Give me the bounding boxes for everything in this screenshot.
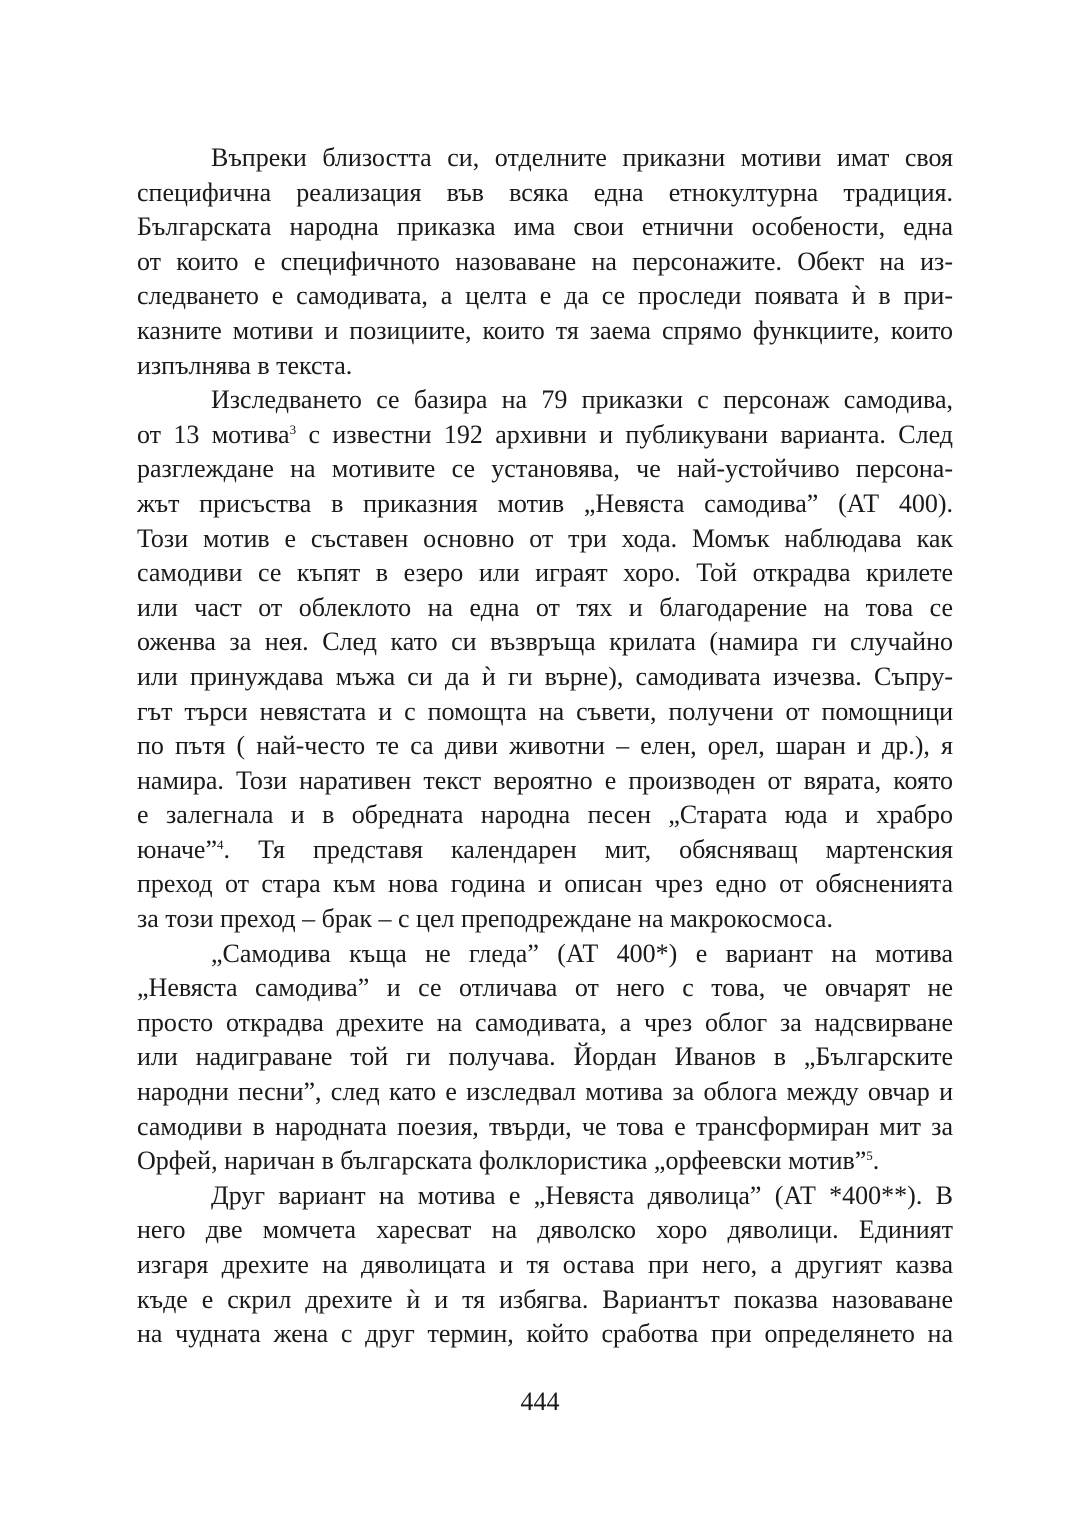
text-line: изгаря дрехите на дяволицата и тя остава при него, а другият казва [137, 1250, 953, 1279]
text-line: казните мотиви и позициите, които тя заема спрямо функциите, които [137, 315, 953, 345]
page-number: 444 [520, 1387, 560, 1416]
footnote-ref-5: 5 [866, 1148, 873, 1164]
text-line: за този преход – брак – с цел преподреждане на макрокосмоса. [137, 904, 833, 934]
text-line: намира. Този наративен текст вероятно е производен от вярата, която [137, 765, 953, 795]
text-line: следването е самодивата, а целта е да се проследи появата ѝ в при- [137, 281, 953, 311]
text-line: гът търси невястата и с помощта на съвети, получени от помощници [137, 696, 953, 726]
text-line: или надиграване той ги получава. Йордан Иванов в „Българските [137, 1042, 953, 1072]
text-line-with-footnote [137, 1144, 953, 1179]
paragraph-3 [137, 937, 953, 1179]
text-fragment: с известни 192 архивни и публикувани варианта. След [308, 419, 954, 449]
text-line: оженва за нея. След като си възвръща крилата (намира ги случайно [137, 627, 953, 657]
text-line: изпълнява в текста. [137, 350, 353, 380]
text-line: „Невяста самодива” и се отличава от него с това, че овчарят не [137, 973, 953, 1003]
text-line: Българската народна приказка има свои етнични особености, една [137, 212, 953, 242]
text-line: или принуждава мъжа си да ѝ ги върне), самодивата изчезва. Съпру- [137, 661, 953, 691]
text-line: самодиви в народната поезия, твърди, че това е трансформиран мит за [137, 1111, 953, 1141]
text-line: на чудната жена с друг термин, който сработва при определянето на [137, 1319, 953, 1349]
text-line: Въпреки близостта си, отделните приказни мотиви имат своя [211, 143, 953, 172]
text-line-with-footnote [137, 418, 953, 453]
text-line: Този мотив е съставен основно от три хода. Момък наблюдава как [137, 523, 953, 553]
footnote-ref-4: 4 [217, 836, 224, 852]
paragraph-2 [137, 383, 953, 937]
text-line: Друг вариант на мотива е „Невяста дяволица” (АТ *400**). В [211, 1180, 953, 1210]
text-fragment: . Тя представя календарен мит, обясняващ мартенския [223, 834, 953, 864]
text-line-with-footnote [137, 833, 953, 868]
text-line: от които е специфичното назоваване на персонажите. Обект на из- [137, 246, 953, 276]
text-line: преход от стара към нова година и описан чрез едно от обясненията [137, 869, 953, 899]
text-fragment: юначе” [137, 834, 217, 864]
paragraph-4 [137, 1179, 953, 1352]
text-fragment: от 13 мотива [137, 419, 290, 449]
text-line: или част от облеклото на една от тях и благодарение на това се [137, 592, 953, 622]
text-line: просто открадва дрехите на самодивата, а чрез облог за надсвирване [137, 1007, 953, 1037]
text-line: жът присъства в приказния мотив „Невяста самодива” (АТ 400). [137, 488, 953, 518]
paragraph-1 [137, 141, 953, 383]
text-line: самодиви се къпят в езеро или играят хоро. Той открадва крилете [137, 558, 953, 588]
text-line: „Самодива къща не гледа” (АТ 400*) е вариант на мотива [211, 938, 953, 968]
text-line: специфична реализация във всяка една етнокултурна традиция. [137, 177, 953, 207]
text-line: по пътя ( най-често те са диви животни – елен, орел, шаран и др.), я [137, 731, 953, 761]
text-line: него две момчета харесват на дяволско хоро дяволици. Единият [137, 1215, 953, 1245]
text-fragment: Орфей, наричан в българската фолклористика „орфеевски мотив” [137, 1146, 867, 1176]
text-fragment: . [872, 1146, 880, 1176]
text-line: разглеждане на мотивите се установява, че най-устойчиво персона- [137, 454, 953, 484]
text-line: Изследването се базира на 79 приказки с персонаж самодива, [211, 385, 953, 415]
text-line: народни песни”, след като е изследвал мотива за облога между овчар и [137, 1077, 953, 1107]
text-line: къде е скрил дрехите ѝ и тя избягва. Вариантът показва назоваване [137, 1284, 953, 1314]
body-text [137, 141, 953, 1352]
footnote-ref-3: 3 [289, 421, 297, 437]
text-line: е залегнала и в обредната народна песен „Старата юда и храбро [137, 800, 953, 830]
